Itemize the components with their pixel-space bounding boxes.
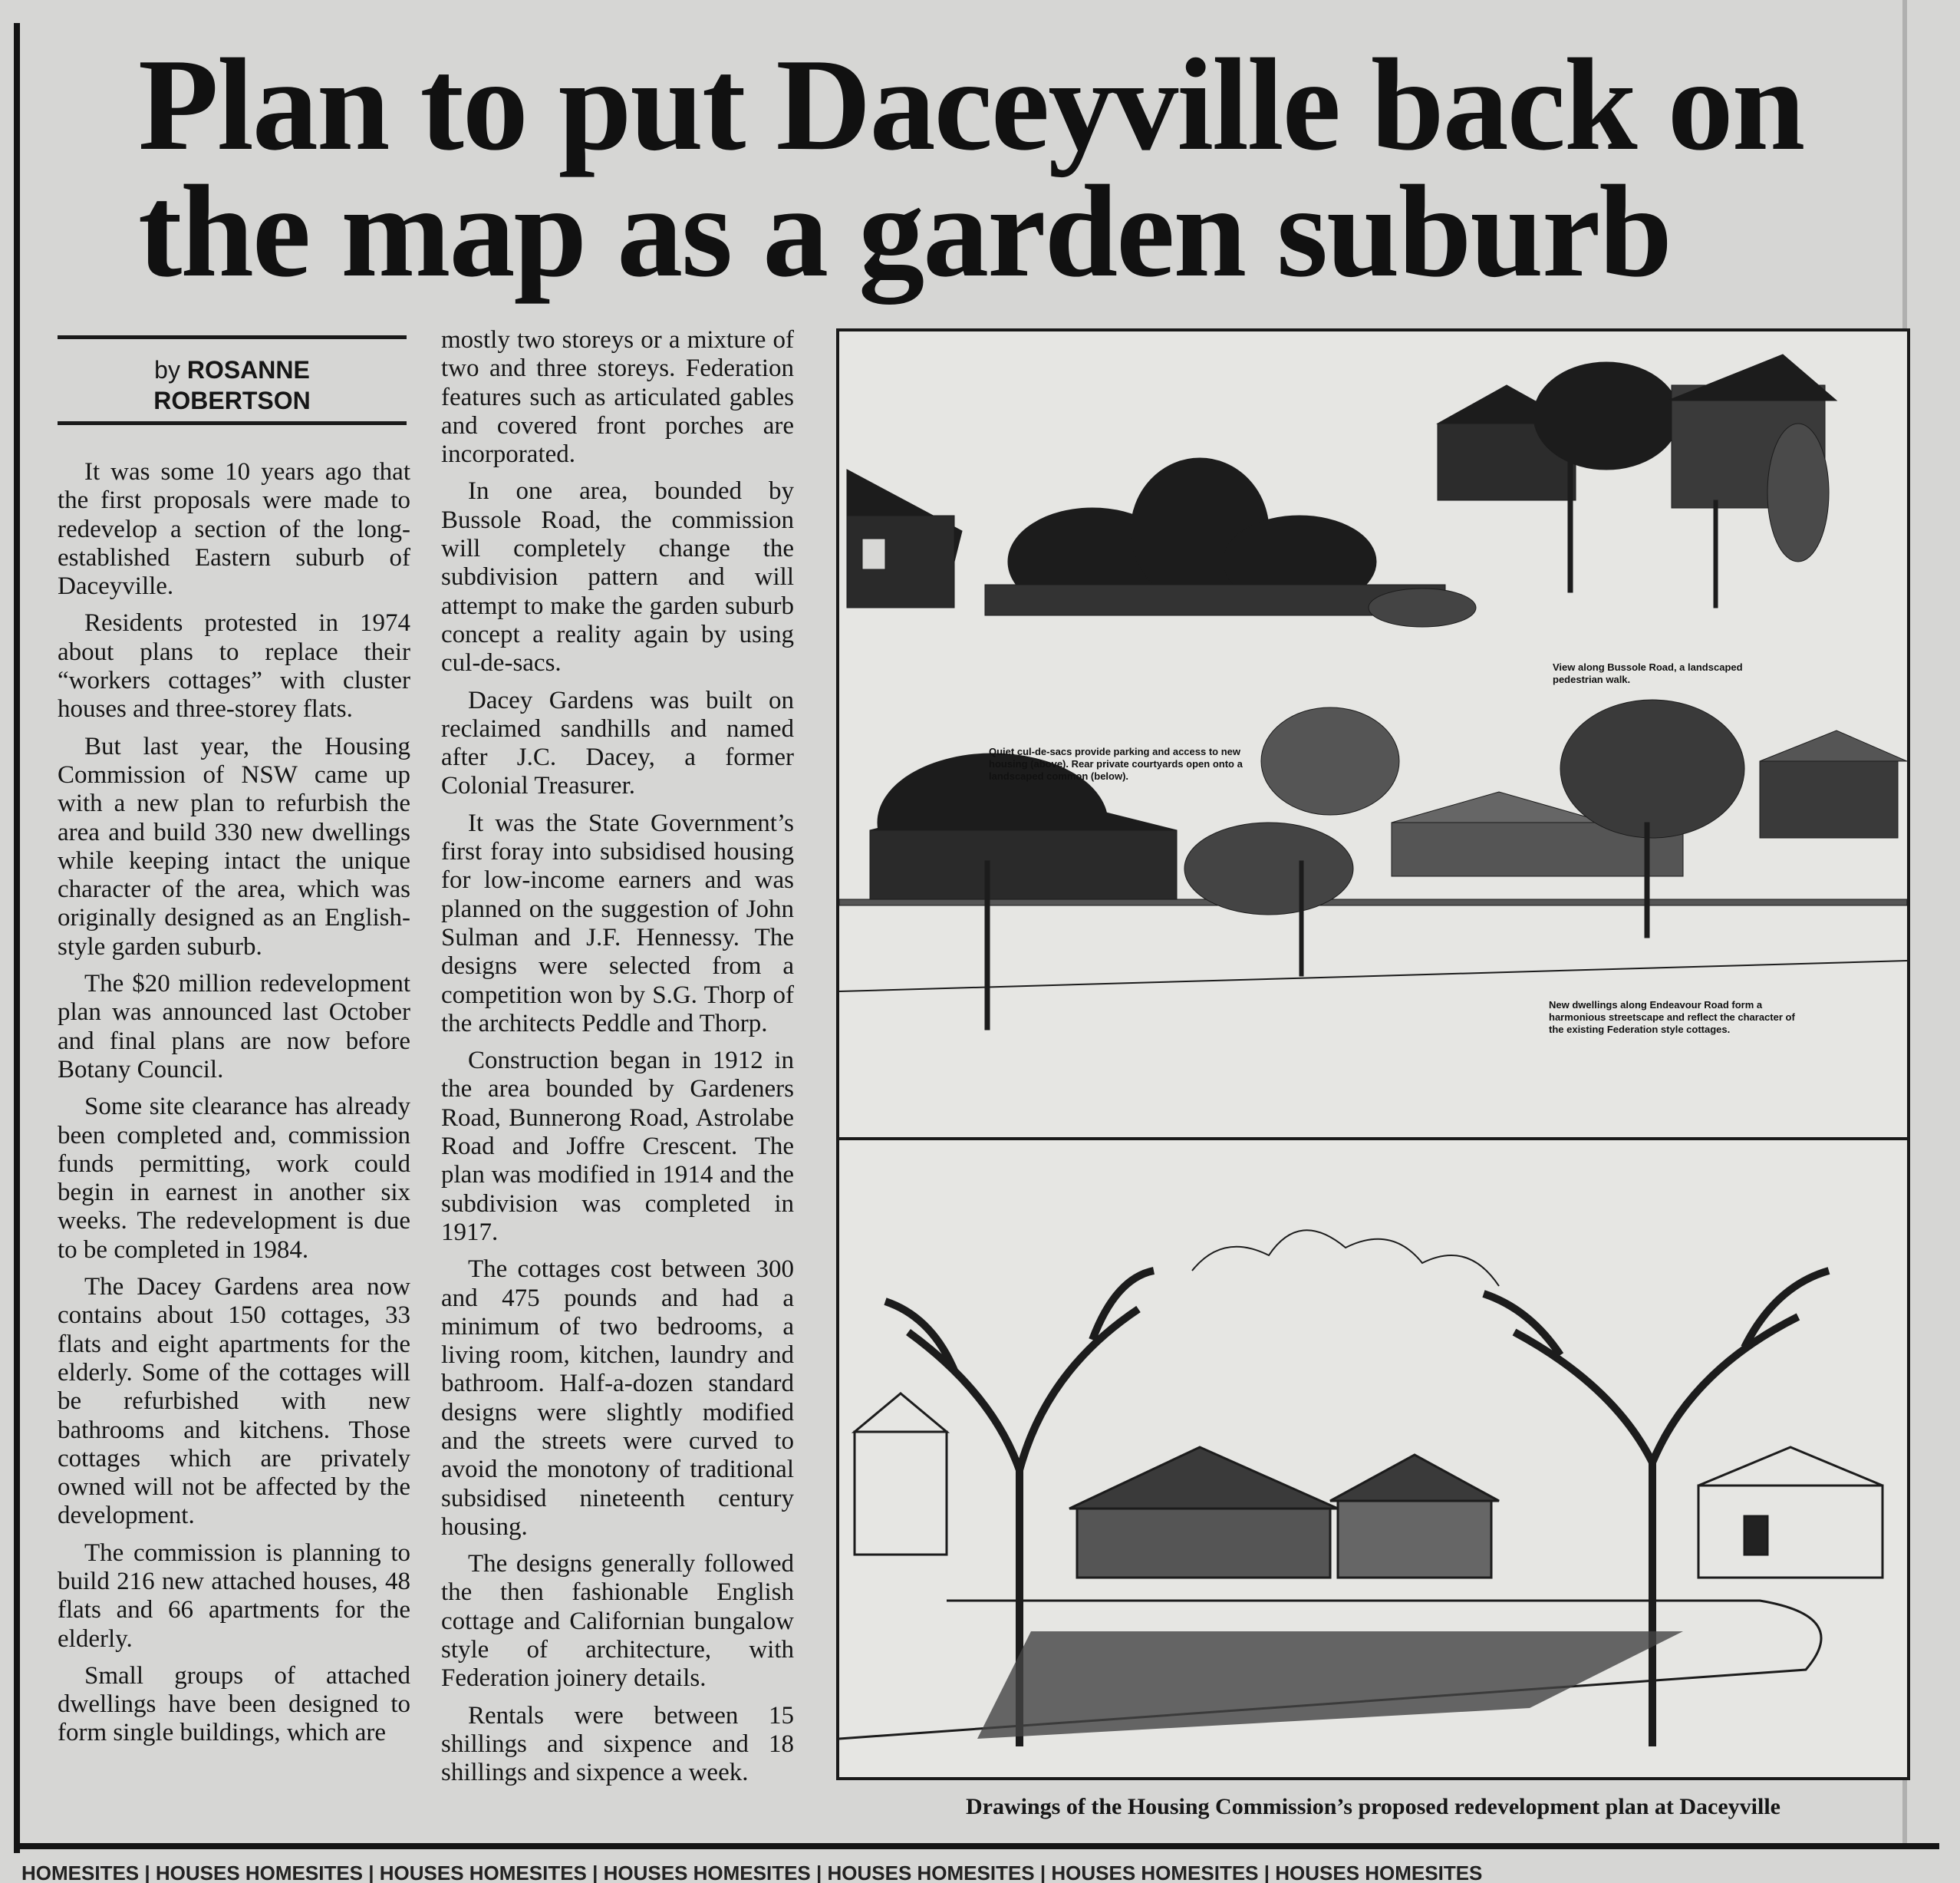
paragraph: The Dacey Gardens area now contains about 150 cottages, 33 flats and eight apartments for the elderly. Some of the cottages will be refurbished with new bathrooms and kitchens. Those cottages which are privately owned will not be affected by the development. — [58, 1273, 410, 1530]
paragraph: Residents protested in 1974 about plans to replace their “workers cottages” with cluster houses and three-storey flats. — [58, 609, 410, 724]
byline-rule-bottom — [58, 421, 407, 425]
headline-line-2: the map as a garden suburb — [138, 159, 1672, 305]
paragraph: Construction began in 1912 in the area bounded by Gardeners Road, Bunnerong Road, Astrolabe Road and Joffre Crescent. The plan was modified in 1914 and the subdivision was completed in 1917. — [441, 1047, 794, 1246]
paragraph: The cottages cost between 300 and 475 pounds and had a minimum of two bedrooms, a living room, kitchen, laundry and bathroom. Half-a-dozen standard designs were slightly modified and the streets were curved to avoid the monotony of traditional subsidised nineteenth century housing. — [441, 1255, 794, 1541]
illustration-caption: Drawings of the Housing Commission’s proposed redevelopment plan at Daceyville — [966, 1794, 1780, 1819]
note-endeavour-road: New dwellings along Endeavour Road form a harmonious streetscape and reflect the character of the existing Federation style cottages. — [1549, 999, 1795, 1035]
byline-rule-top — [58, 335, 407, 339]
cottage-sketch-drawing — [839, 1140, 1907, 1777]
article-column-2 — [441, 326, 794, 1796]
note-cul-de-sacs: Quiet cul-de-sacs provide parking and access to new housing (above). Rear private courtyards open onto a landscaped common (below). — [989, 746, 1243, 782]
paragraph: The $20 million redevelopment plan was announced last October and final plans are now before Botany Council. — [58, 970, 410, 1083]
note-bussole-road: View along Bussole Road, a landscaped pedestrian walk. — [1553, 661, 1743, 685]
paragraph: Small groups of attached dwellings have been designed to form single buildings, which are — [58, 1661, 410, 1747]
paragraph: It was the State Government’s first foray into subsidised housing for low-income earners and was planned on the suggestion of John Sulman and J.F. Hennessy. The designs were selected from a competition won by S.G. Thorp of the architects Peddle and Thorp. — [441, 809, 794, 1037]
paragraph: In one area, bounded by Bussole Road, the commission will completely change the subdivision pattern and will attempt to make the garden suburb concept a reality again by using cul-de-sacs. — [441, 477, 794, 678]
byline — [58, 355, 407, 416]
paragraph: Rentals were between 15 shillings and sixpence and 18 shillings and sixpence a week. — [441, 1701, 794, 1787]
paragraph: Some site clearance has already been completed and, commission funds permitting, work could begin in earnest in another six weeks. The redevelopment is due to be completed in 1984. — [58, 1093, 410, 1264]
paragraph: The commission is planning to build 216 new attached houses, 48 flats and 66 apartments for the elderly. — [58, 1538, 410, 1653]
headline — [138, 32, 1902, 305]
adjacent-section-strip: HOMESITES | HOUSES HOMESITES | HOUSES HOMESITES | HOUSES HOMESITES | HOUSES HOMESITES | HOUSES HOMESITES | HOUSES HOMESITES — [21, 1862, 1483, 1883]
paragraph: Dacey Gardens was built on reclaimed sandhills and named after J.C. Dacey, a former Colonial Treasurer. — [441, 686, 794, 800]
paragraph: But last year, the Housing Commission of NSW came up with a new plan to refurbish the area and build 330 new dwellings while keeping intact the unique character of the area, which was originally designed as an English-style garden suburb. — [58, 732, 410, 961]
sketch-federation-cottages — [839, 1140, 1907, 1777]
bottom-border-rule — [14, 1843, 1939, 1849]
paragraph: It was some 10 years ago that the first proposals were made to redevelop a section of the long-established Eastern suburb of Daceyville. — [58, 458, 410, 601]
left-border-rule — [14, 23, 20, 1853]
headline-line-1: Plan to put Daceyville back on — [138, 32, 1804, 178]
illustration-panel — [836, 328, 1910, 1780]
article-column-1 — [58, 458, 410, 1756]
byline-last-name: ROBERTSON — [153, 387, 311, 414]
paragraph: The designs generally followed the then fashionable English cottage and Californian bungalow style of architecture, with Federation joinery details. — [441, 1550, 794, 1693]
sketch-streetscapes — [839, 331, 1907, 1137]
paragraph-continued: mostly two storeys or a mixture of two and three storeys. Federation features such as articulated gables and covered front porches are incorporated. — [441, 326, 794, 469]
byline-first-name: ROSANNE — [186, 356, 310, 384]
byline-prefix: by — [154, 356, 180, 384]
